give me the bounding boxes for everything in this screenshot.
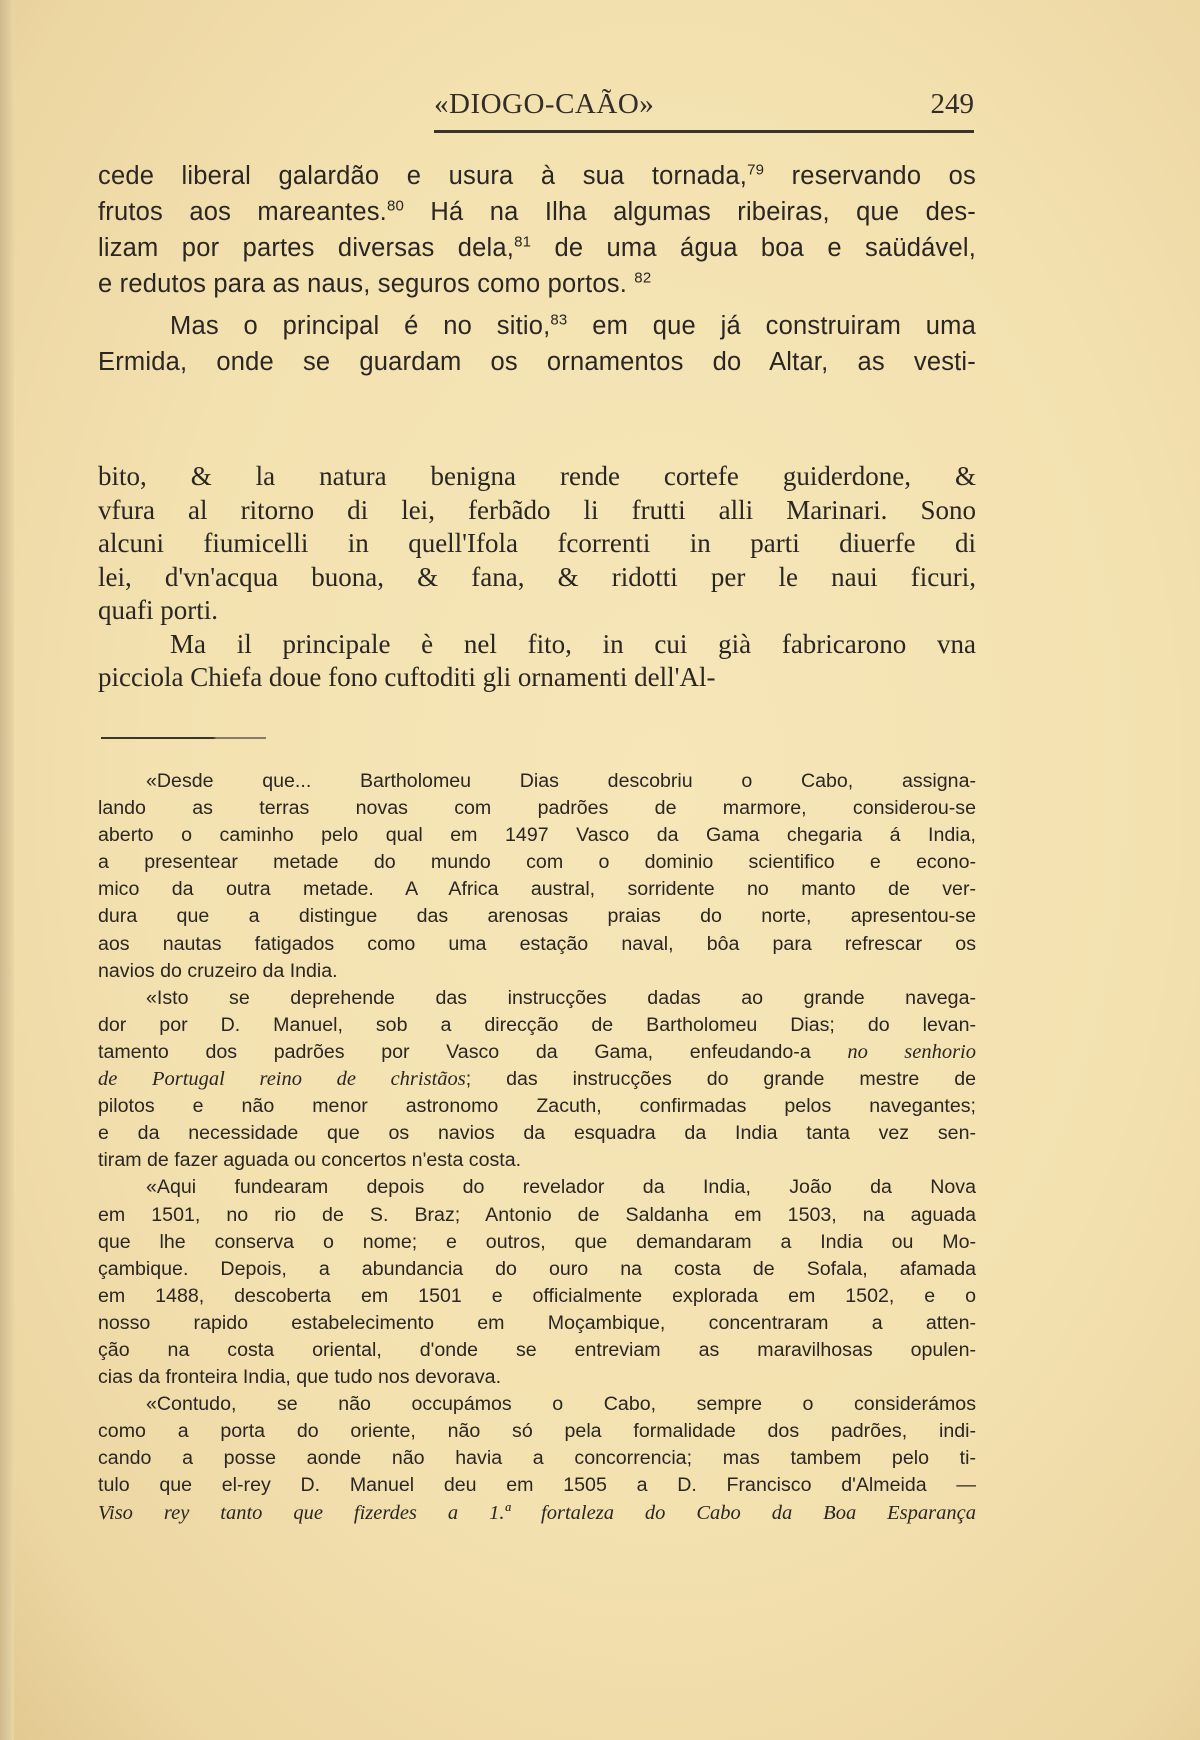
italic-phrase: no senhorio	[847, 1040, 977, 1063]
footnote-paragraph-4	[98, 1391, 976, 1526]
text-line: cando a posse aonde não havia a concorrencia; mas tambem pelo ti-	[98, 1447, 976, 1470]
text-line: Ermida, onde se guardam os ornamentos do Altar, as vesti-	[98, 348, 976, 376]
text-line: «Isto se deprehende das instrucções dadas ao grande navega-	[146, 986, 976, 1009]
text-line: bito, & la natura benigna rende cortefe guiderdone, &	[98, 461, 976, 491]
italic-phrase: de Portugal reino de christãos	[98, 1068, 466, 1091]
footnote-ref: 83	[550, 311, 568, 329]
text-line: mico da outra metade. A Africa austral, sorridente no manto de ver-	[98, 878, 976, 901]
italic-phrase: Viso rey tanto que fizerdes a 1.ª fortaleza do Cabo da Boa Esparança	[98, 1501, 976, 1524]
text-line: e redutos para as naus, seguros como portos. $^{82}$	[98, 269, 652, 298]
footnotes	[98, 768, 976, 1527]
footnote-ref: 80	[386, 197, 405, 215]
portuguese-text	[98, 158, 976, 380]
text-line: «Aqui fundearam depois do revelador da India, João da Nova	[146, 1176, 976, 1199]
footnote-ref: 82	[634, 269, 652, 287]
text-line: lando as terras novas com padrões de marmore, considerou-se	[98, 797, 976, 820]
text-line: tamento dos padrões por Vasco da Gama, enfeudando-a no senhorio	[98, 1040, 977, 1063]
running-title: «DIOGO-CAÃO»	[434, 88, 655, 120]
text-line: Mas o principal é no sitio,$^{83}$ em que já construiram uma	[170, 311, 976, 340]
text-line: aos nautas fatigados como uma estação naval, bôa para refrescar os	[98, 932, 976, 955]
page-number: 249	[930, 88, 974, 120]
italian-paragraph-2	[98, 628, 976, 695]
italian-paragraph-1	[98, 460, 976, 628]
text-line: que lhe conserva o nome; e outros, que demandaram a India ou Mo-	[98, 1230, 976, 1253]
footnote-paragraph-1	[98, 768, 976, 985]
text-line: tiram de fazer aguada ou concertos n'esta costa.	[98, 1149, 522, 1172]
text-line: nosso rapido estabelecimento em Moçambique, concentraram a atten-	[98, 1311, 976, 1334]
text-line: lizam por partes diversas dela,$^{81}$ de uma água boa e saüdável,	[98, 233, 976, 262]
page-spine-shadow	[0, 0, 14, 1740]
text-line: como a porta do oriente, não só pela formalidade dos padrões, indi-	[98, 1420, 976, 1443]
text-line: «Desde que... Bartholomeu Dias descobriu o Cabo, assigna-	[146, 770, 976, 792]
text-line: navios do cruzeiro da India.	[98, 959, 338, 982]
footnote-paragraph-3	[98, 1174, 976, 1391]
footnote-ref: 81	[514, 233, 532, 251]
footnote-ref: 79	[747, 161, 765, 179]
text-line: çambique. Depois, a abundancia do ouro na costa de Sofala, afamada	[98, 1257, 976, 1280]
footnote-paragraph-2	[98, 985, 976, 1175]
footnote-separator	[101, 737, 266, 739]
portuguese-paragraph-1	[98, 158, 976, 302]
text-line: cede liberal galardão e usura à sua tornada,$^{79}$ reservando os	[98, 161, 976, 190]
text-line: quafi porti.	[98, 595, 218, 625]
text-line: de Portugal reino de christãos; das instrucções do grande mestre de	[98, 1068, 976, 1091]
text-line: ção na costa oriental, d'onde se entreviam as maravilhosas opulen-	[98, 1338, 976, 1361]
text-line: vfura al ritorno di lei, ferbãdo li frutti alli Marinari. Sono	[98, 494, 976, 525]
text-line: alcuni fiumicelli in quell'Ifola fcorrenti in parti diuerfe di	[98, 528, 976, 558]
text-line: pilotos e não menor astronomo Zacuth, confirmadas pelos navegantes;	[98, 1095, 976, 1118]
text-line: dura que a distingue das arenosas praias do norte, apresentou-se	[98, 905, 976, 928]
text-line: lei, d'vn'acqua buona, & fana, & ridotti per le naui ficuri,	[98, 561, 976, 592]
text-line: cias da fronteira India, que tudo nos devorava.	[98, 1366, 502, 1389]
text-line: Ma il principale è nel fito, in cui già fabricarono vna	[170, 628, 976, 659]
running-header	[434, 88, 974, 128]
text-line: em 1501, no rio de S. Braz; Antonio de Saldanha em 1503, na aguada	[98, 1203, 976, 1226]
text-line	[98, 1500, 976, 1527]
text-line: picciola Chiefa doue fono cuftoditi gli ornamenti dell'Al-	[98, 662, 716, 692]
text-line: frutos aos mareantes.$^{80}$ Há na Ilha algumas ribeiras, que des-	[98, 197, 976, 226]
text-line: dor por D. Manuel, sob a direcção de Bartholomeu Dias; do levan-	[98, 1013, 976, 1036]
text-line: em 1488, descoberta em 1501 e officialmente explorada em 1502, e o	[98, 1284, 976, 1307]
text-line: aberto o caminho pelo qual em 1497 Vasco da Gama chegaria á India,	[98, 824, 976, 847]
portuguese-paragraph-2	[98, 308, 976, 380]
italian-text	[98, 460, 976, 695]
text-line: e da necessidade que os navios da esquadra da India tanta vez sen-	[98, 1122, 976, 1145]
text-line: a presentear metade do mundo com o dominio scientifico e econo-	[98, 851, 976, 874]
header-rule	[434, 130, 974, 133]
text-line: tulo que el-rey D. Manuel deu em 1505 a D. Francisco d'Almeida —	[98, 1474, 976, 1497]
text-line: «Contudo, se não occupámos o Cabo, sempre o considerámos	[146, 1393, 976, 1416]
